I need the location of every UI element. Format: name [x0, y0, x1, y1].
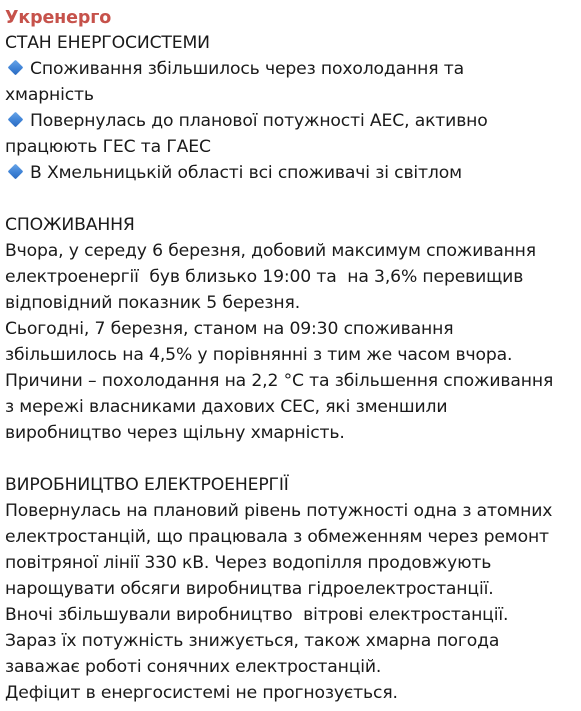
blue-diamond-icon	[8, 112, 24, 128]
bullet-item-continuation: хмарність	[5, 85, 94, 105]
text-line: Повернулась на плановий рівень потужності одна з атомних	[5, 501, 553, 521]
bullet-item: Споживання збільшилось через похолодання та	[5, 56, 581, 82]
text-line: повітряної лінії 330 кВ. Через водопілля продовжують	[5, 553, 492, 573]
text-line: нарощувати обсяги виробництва гідроелектростанції.	[5, 579, 494, 599]
text-line: Вночі збільшували виробництво вітрові електростанції.	[5, 605, 509, 625]
text-line: Причини – похолодання на 2,2 °С та збільшення споживання	[5, 371, 554, 391]
text-line: з мережі власниками дахових СЕС, які зменшили	[5, 397, 448, 417]
text-line: виробництво через щільну хмарність.	[5, 423, 345, 443]
text-line: заважає роботі сонячних електростанцій.	[5, 657, 382, 677]
text-line: відповідний показник 5 березня.	[5, 293, 301, 313]
section-heading-grid-status: СТАН ЕНЕРГОСИСТЕМИ	[5, 33, 210, 53]
blue-diamond-icon	[8, 60, 24, 76]
text-line: Дефіцит в енергосистемі не прогнозується.	[5, 683, 398, 703]
paragraph-gap	[5, 186, 581, 212]
text-line: електростанцій, що працювала з обмеженням через ремонт	[5, 527, 549, 547]
channel-author-name[interactable]: Укренерго	[5, 8, 112, 28]
text-line: електроенергії був близько 19:00 та на 3,6% перевищив	[5, 267, 524, 287]
bullet-item-continuation: працюють ГЕС та ГАЕС	[5, 137, 211, 157]
text-line: Вчора, у середу 6 березня, добовий максимум споживання	[5, 241, 536, 261]
blue-diamond-icon	[8, 164, 24, 180]
text-line: збільшилось на 4,5% у порівнянні з тим же часом вчора.	[5, 345, 513, 365]
section-heading-generation: ВИРОБНИЦТВО ЕЛЕКТРОЕНЕРГІЇ	[5, 475, 289, 495]
bullet-item: В Хмельницькій області всі споживачі зі світлом	[5, 160, 581, 186]
text-line: Сьогодні, 7 березня, станом на 09:30 споживання	[5, 319, 454, 339]
section-heading-consumption: СПОЖИВАННЯ	[5, 215, 135, 235]
text-line: Зараз їх потужність знижується, також хмарна погода	[5, 631, 500, 651]
bullet-item: Повернулась до планової потужності АЕС, активно	[5, 108, 581, 134]
paragraph-gap	[5, 446, 581, 472]
